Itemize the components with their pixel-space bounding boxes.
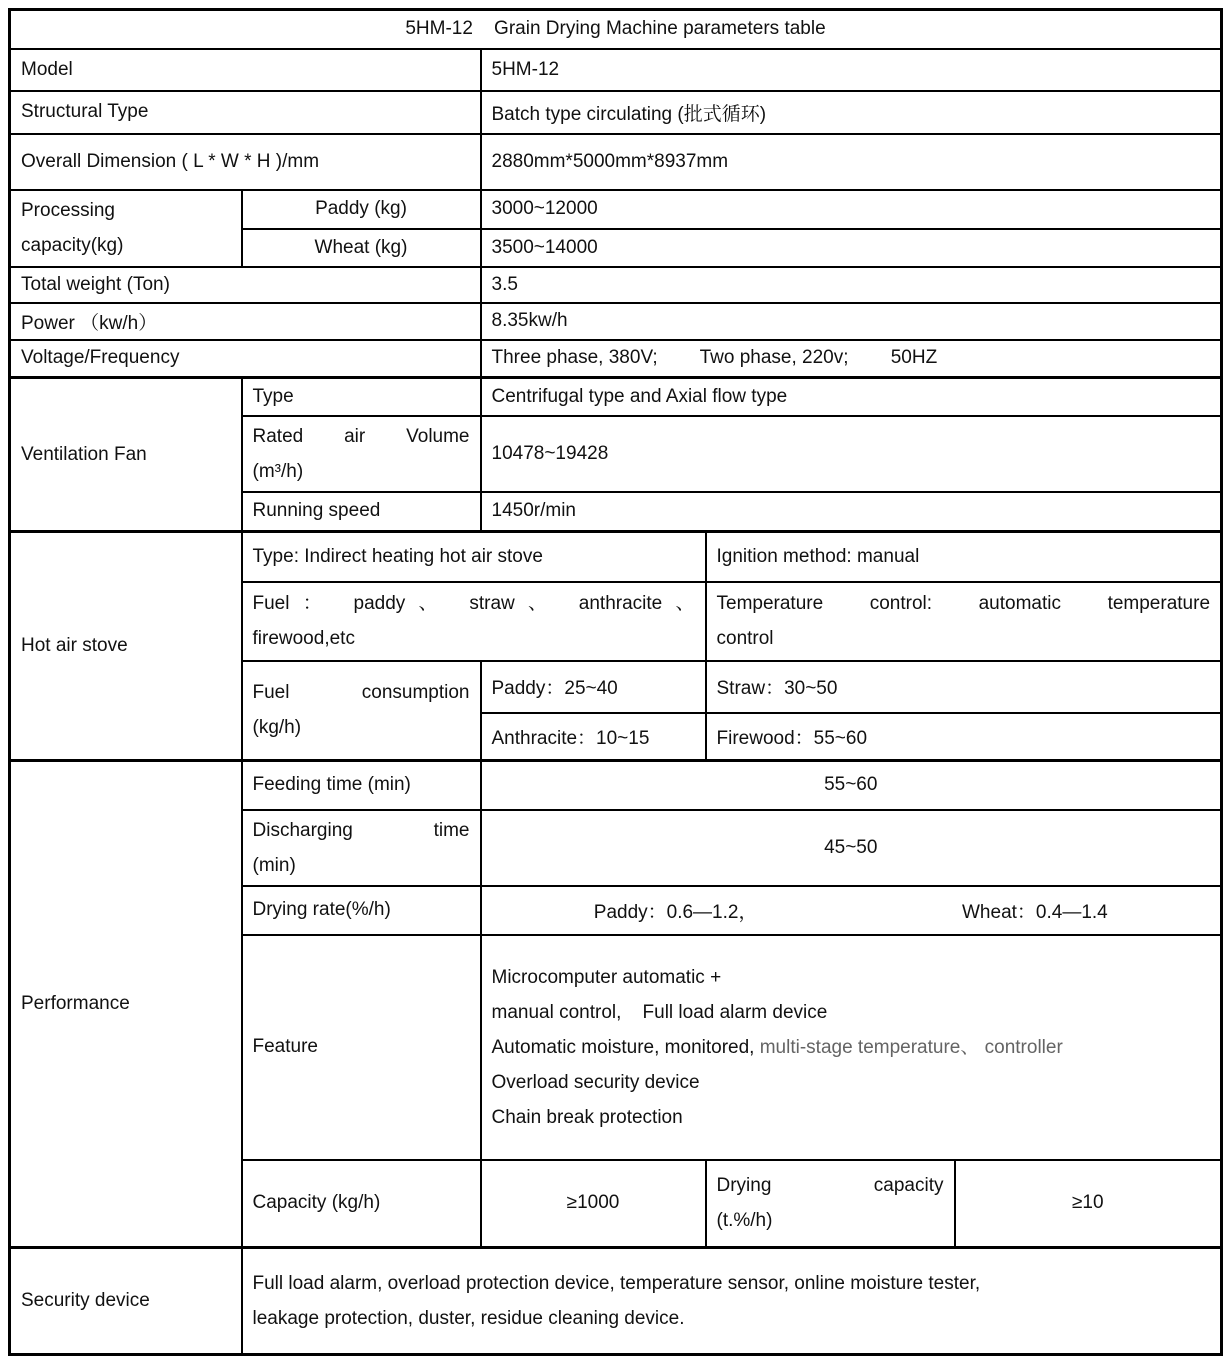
security-device-value-line2: leakage protection, duster, residue cleaning device. <box>252 1308 685 1329</box>
voltage-frequency-value: Three phase, 380V; Two phase, 220v; 50HZ <box>481 340 1222 378</box>
table-row <box>10 91 1222 134</box>
feature-label: Feature <box>242 935 481 1160</box>
paddy-capacity-label: Paddy (kg) <box>242 190 481 229</box>
fuel-consumption-paddy: Paddy：25~40 <box>481 661 706 713</box>
parameters-table <box>8 8 1223 1356</box>
power-label: Power （kw/h） <box>10 303 481 340</box>
fan-type-label: Type <box>242 378 481 416</box>
processing-capacity-label <box>10 190 242 267</box>
voltage-frequency-label: Voltage/Frequency <box>10 340 481 378</box>
running-speed-label: Running speed <box>242 492 481 532</box>
drying-capacity-label <box>706 1160 955 1248</box>
table-row <box>10 378 1222 416</box>
feature-line-3-black: Automatic moisture, monitored, <box>491 1036 760 1058</box>
rated-air-volume-label <box>242 416 481 492</box>
rated-air-volume-label-line2: (m³/h) <box>252 460 304 482</box>
drying-capacity-label-line1: Drying capacity <box>716 1175 944 1197</box>
total-weight-label: Total weight (Ton) <box>10 267 481 303</box>
performance-label: Performance <box>10 761 242 1248</box>
drying-rate-value <box>481 886 1222 935</box>
table-row <box>10 134 1222 190</box>
table-row <box>10 267 1222 303</box>
rated-air-volume-label-line1: Rated air Volume <box>252 425 470 447</box>
power-value: 8.35kw/h <box>481 303 1222 340</box>
discharging-time-value: 45~50 <box>481 810 1222 886</box>
fuel-consumption-straw: Straw：30~50 <box>706 661 1222 713</box>
page-title: 5HM-12 Grain Drying Machine parameters table <box>10 10 1222 49</box>
table-row <box>10 49 1222 91</box>
structural-type-label: Structural Type <box>10 91 481 134</box>
temperature-control <box>706 582 1222 661</box>
model-label: Model <box>10 49 481 91</box>
total-weight-value: 3.5 <box>481 267 1222 303</box>
fuel-consumption-firewood: Firewood：55~60 <box>706 713 1222 761</box>
running-speed-value: 1450r/min <box>481 492 1222 532</box>
table-row <box>10 340 1222 378</box>
processing-capacity-label-line1: Processing <box>21 200 115 221</box>
stove-type: Type: Indirect heating hot air stove <box>242 532 706 582</box>
security-device-value-line1: Full load alarm, overload protection device, temperature sensor, online moisture tester, <box>252 1273 981 1294</box>
table-row <box>10 532 1222 582</box>
fuel-consumption-anthracite: Anthracite：10~15 <box>481 713 706 761</box>
temperature-control-line1: Temperature control: automatic temperature <box>716 593 1211 614</box>
capacity-label: Capacity (kg/h) <box>242 1160 481 1248</box>
feature-line-2: manual control, Full load alarm device <box>491 1001 828 1023</box>
drying-rate-label: Drying rate(%/h) <box>242 886 481 935</box>
discharging-time-label-line1: Discharging time <box>252 819 470 841</box>
table-row <box>10 190 1222 229</box>
stove-fuel <box>242 582 706 661</box>
capacity-value: ≥1000 <box>481 1160 706 1248</box>
feature-line-1: Microcomputer automatic + <box>491 966 722 988</box>
discharging-time-label-line2: (min) <box>252 854 296 876</box>
feeding-time-value: 55~60 <box>481 761 1222 810</box>
feature-line-5: Chain break protection <box>491 1106 683 1128</box>
feature-line-3 <box>492 1030 1211 1065</box>
discharging-time-label <box>242 810 481 886</box>
feeding-time-label: Feeding time (min) <box>242 761 481 810</box>
hot-air-stove-label: Hot air stove <box>10 532 242 761</box>
feature-line-3-gray: multi-stage temperature、 controller <box>759 1036 1063 1058</box>
fuel-consumption-label <box>242 661 481 761</box>
structural-type-value: Batch type circulating (批式循环) <box>481 91 1222 134</box>
overall-dimension-label: Overall Dimension ( L * W * H )/mm <box>10 134 481 190</box>
paddy-capacity-value: 3000~12000 <box>481 190 1222 229</box>
wheat-capacity-value: 3500~14000 <box>481 229 1222 267</box>
security-device-label: Security device <box>10 1248 242 1355</box>
drying-capacity-label-line2: (t.%/h) <box>716 1210 773 1232</box>
stove-fuel-line2: firewood,etc <box>252 628 355 649</box>
drying-rate-wheat: Wheat：0.4—1.4 <box>962 901 1108 923</box>
table-row <box>10 303 1222 340</box>
rated-air-volume-value: 10478~19428 <box>481 416 1222 492</box>
processing-capacity-label-line2: capacity(kg) <box>21 235 124 256</box>
model-value: 5HM-12 <box>481 49 1222 91</box>
ventilation-fan-label: Ventilation Fan <box>10 378 242 532</box>
drying-capacity-value: ≥10 <box>955 1160 1222 1248</box>
table-row <box>10 10 1222 49</box>
feature-value <box>481 935 1222 1160</box>
fan-type-value: Centrifugal type and Axial flow type <box>481 378 1222 416</box>
security-device-value <box>242 1248 1222 1355</box>
temperature-control-line2: control <box>716 628 774 649</box>
ignition-method: Ignition method: manual <box>706 532 1222 582</box>
stove-fuel-line1: Fuel： paddy、 straw、 anthracite、 <box>252 593 695 614</box>
table-row <box>10 761 1222 810</box>
fuel-consumption-label-line2: (kg/h) <box>252 717 302 739</box>
drying-rate-paddy: Paddy：0.6—1.2， <box>593 901 758 923</box>
feature-line-4: Overload security device <box>491 1071 700 1093</box>
overall-dimension-value: 2880mm*5000mm*8937mm <box>481 134 1222 190</box>
table-row <box>10 1248 1222 1355</box>
wheat-capacity-label: Wheat (kg) <box>242 229 481 267</box>
fuel-consumption-label-line1: Fuel consumption <box>252 682 470 704</box>
